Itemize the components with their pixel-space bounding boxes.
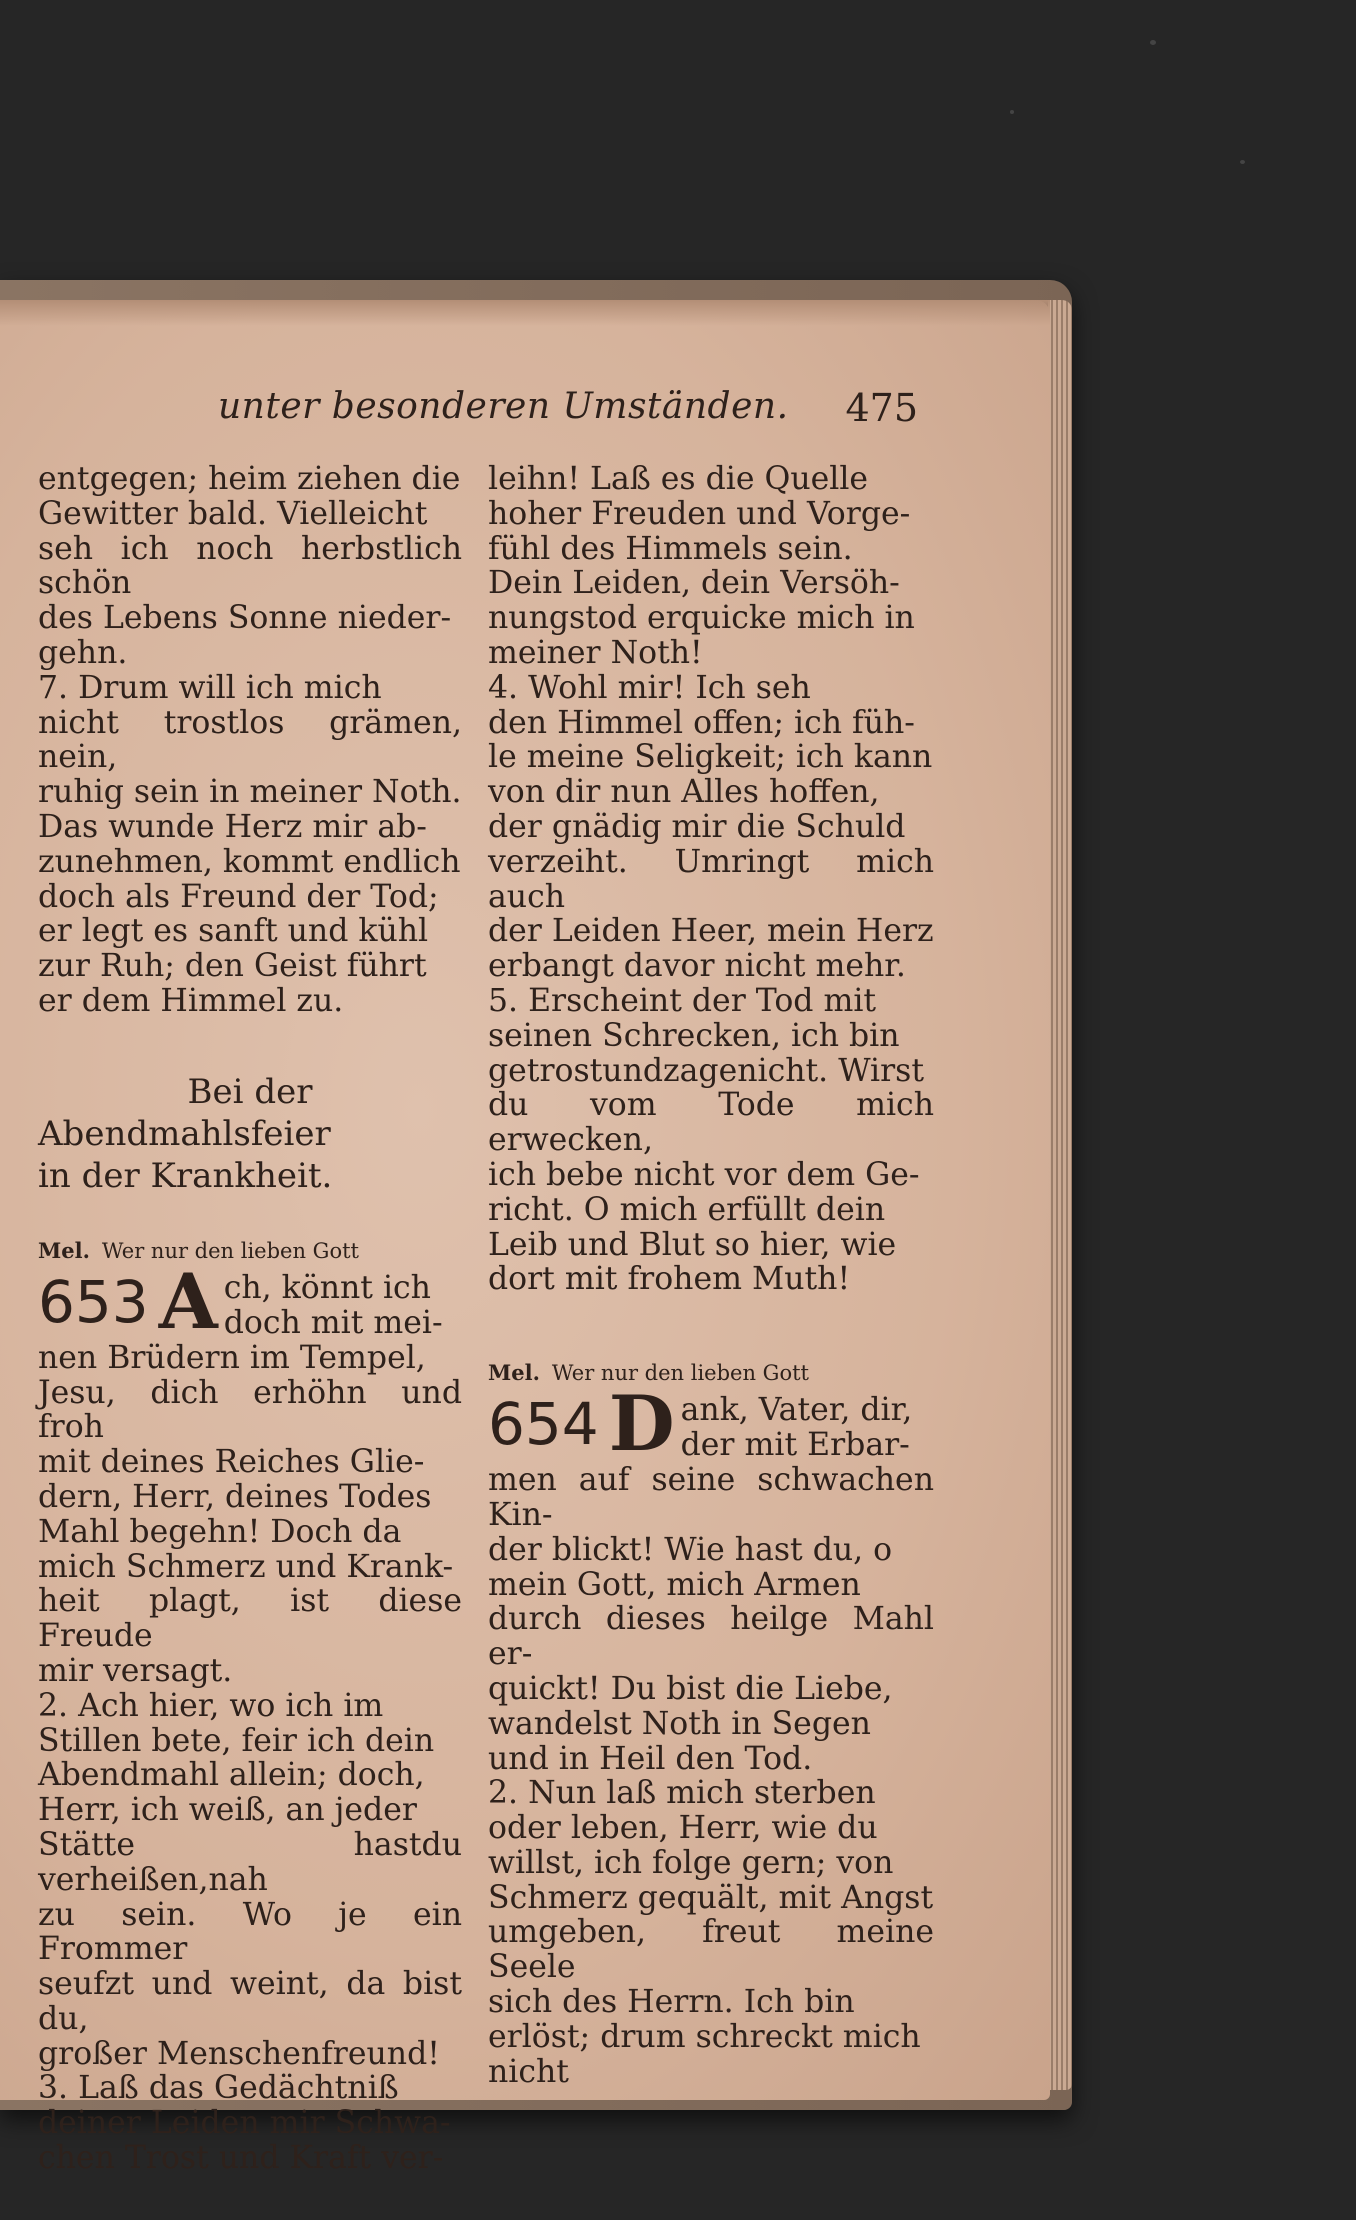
hymn-653-verse-5: 5. Erscheint der Tod mit seinen Schrecken, ich bin getrostundzagenicht. Wirst du vom Tode mich erwecken, ich bebe nicht vor dem Ge- richt. O mich erfüllt dein Leib und Blut so hier, wie dort mit frohem Muth!	[488, 982, 934, 1298]
left-column	[38, 462, 462, 2176]
hymn-654-verse-1: men auf seine schwachen Kin- der blickt! Wie hast du, o mein Gott, mich Armen durch dieses heilge Mahl er- quickt! Du bist die Liebe, wandelst Noth in Segen und in Heil den Tod.	[488, 1462, 934, 1777]
hymn-number-654: 654	[488, 1390, 599, 1459]
hymn-653-first-lines: ch, könnt ich doch mit mei-	[223, 1269, 443, 1341]
left-continuation-text: entgegen; heim ziehen die Gewitter bald. Vielleicht seh ich noch herbstlich schön des Lebens Sonne nieder- gehn.	[38, 461, 462, 671]
melody-label: Mel.	[38, 1237, 90, 1263]
hymn-653-opening	[38, 1256, 462, 1346]
dropcap-653: A	[158, 1256, 218, 1346]
hymn-653-verse-3: 3. Laß das Gedächtniß deiner Leiden mir Schwa- chen Trost und Kraft ver-	[38, 2070, 451, 2177]
hymn-654-first-lines: ank, Vater, dir, der mit Erbar-	[680, 1392, 913, 1463]
hymn-654-verse-2: 2. Nun laß mich sterben oder leben, Herr, wie du willst, ich folge gern; von Schmerz gequält, mit Angst umgeben, freut meine Seele sich des Herrn. Ich bin erlöst; drum schreckt mich	[488, 1775, 934, 2055]
catchword: nicht	[488, 2053, 569, 2090]
section-heading: Bei der Abendmahlsfeier in der Krankheit.	[38, 1071, 333, 1196]
melody-label: Mel.	[488, 1360, 540, 1386]
page-stack-edge	[1048, 300, 1072, 2090]
right-continuation-text: leihn! Laß es die Quelle hoher Freuden und Vorge- fühl des Himmels sein. Dein Leiden, dein Versöh- nungstod erquicke mich in meiner Noth!	[488, 461, 915, 671]
hymn-number-653: 653	[38, 1267, 149, 1336]
running-head	[218, 386, 918, 436]
hymn-653-verse-1: nen Brüdern im Tempel, Jesu, dich erhöhn und froh mit deines Reiches Glie- dern, Herr, deines Todes Mahl begehn! Doch da mich Schmerz und Krank- heit plagt, ist diese Freude mir versagt.	[38, 1339, 462, 1689]
running-title: unter besonderen Umständen.	[218, 386, 789, 427]
melody-text: Wer nur den lieben Gott	[101, 1238, 359, 1263]
melody-line-654	[488, 1359, 934, 1387]
hymn-653-verse-4: 4. Wohl mir! Ich seh den Himmel offen; ich füh- le meine Seligkeit; ich kann von dir nun Alles hoffen, der gnädig mir die Schuld verzeiht. Umringt mich auch der Leiden Heer, mein Herz erbangt davor nicht mehr.	[488, 669, 934, 985]
hymn-653-verse-2: 2. Ach hier, wo ich im Stillen bete, feir ich dein Abendmahl allein; doch, Herr, ich weiß, an jeder Stätte hastdu verheißen,nah zu sein. Wo je ein Frommer seufzt und weint, da bist du, großer Menschenfreund!	[38, 1687, 462, 2072]
melody-text: Wer nur den lieben Gott	[551, 1361, 809, 1386]
page-number: 475	[845, 386, 918, 430]
melody-line-653	[38, 1237, 462, 1265]
book-page	[0, 300, 1050, 2177]
verse-7: 7. Drum will ich mich nicht trostlos grämen, nein, ruhig sein in meiner Noth. Das wunde Herz mir ab- zunehmen, kommt endlich doch als Freund der Tod; er legt es sanft und kühl zur Ruh; den Geist führt er dem Himmel zu.	[38, 669, 462, 1019]
dropcap-654: D	[608, 1379, 675, 1469]
hymn-654-opening	[488, 1379, 934, 1469]
right-column	[488, 462, 934, 2089]
